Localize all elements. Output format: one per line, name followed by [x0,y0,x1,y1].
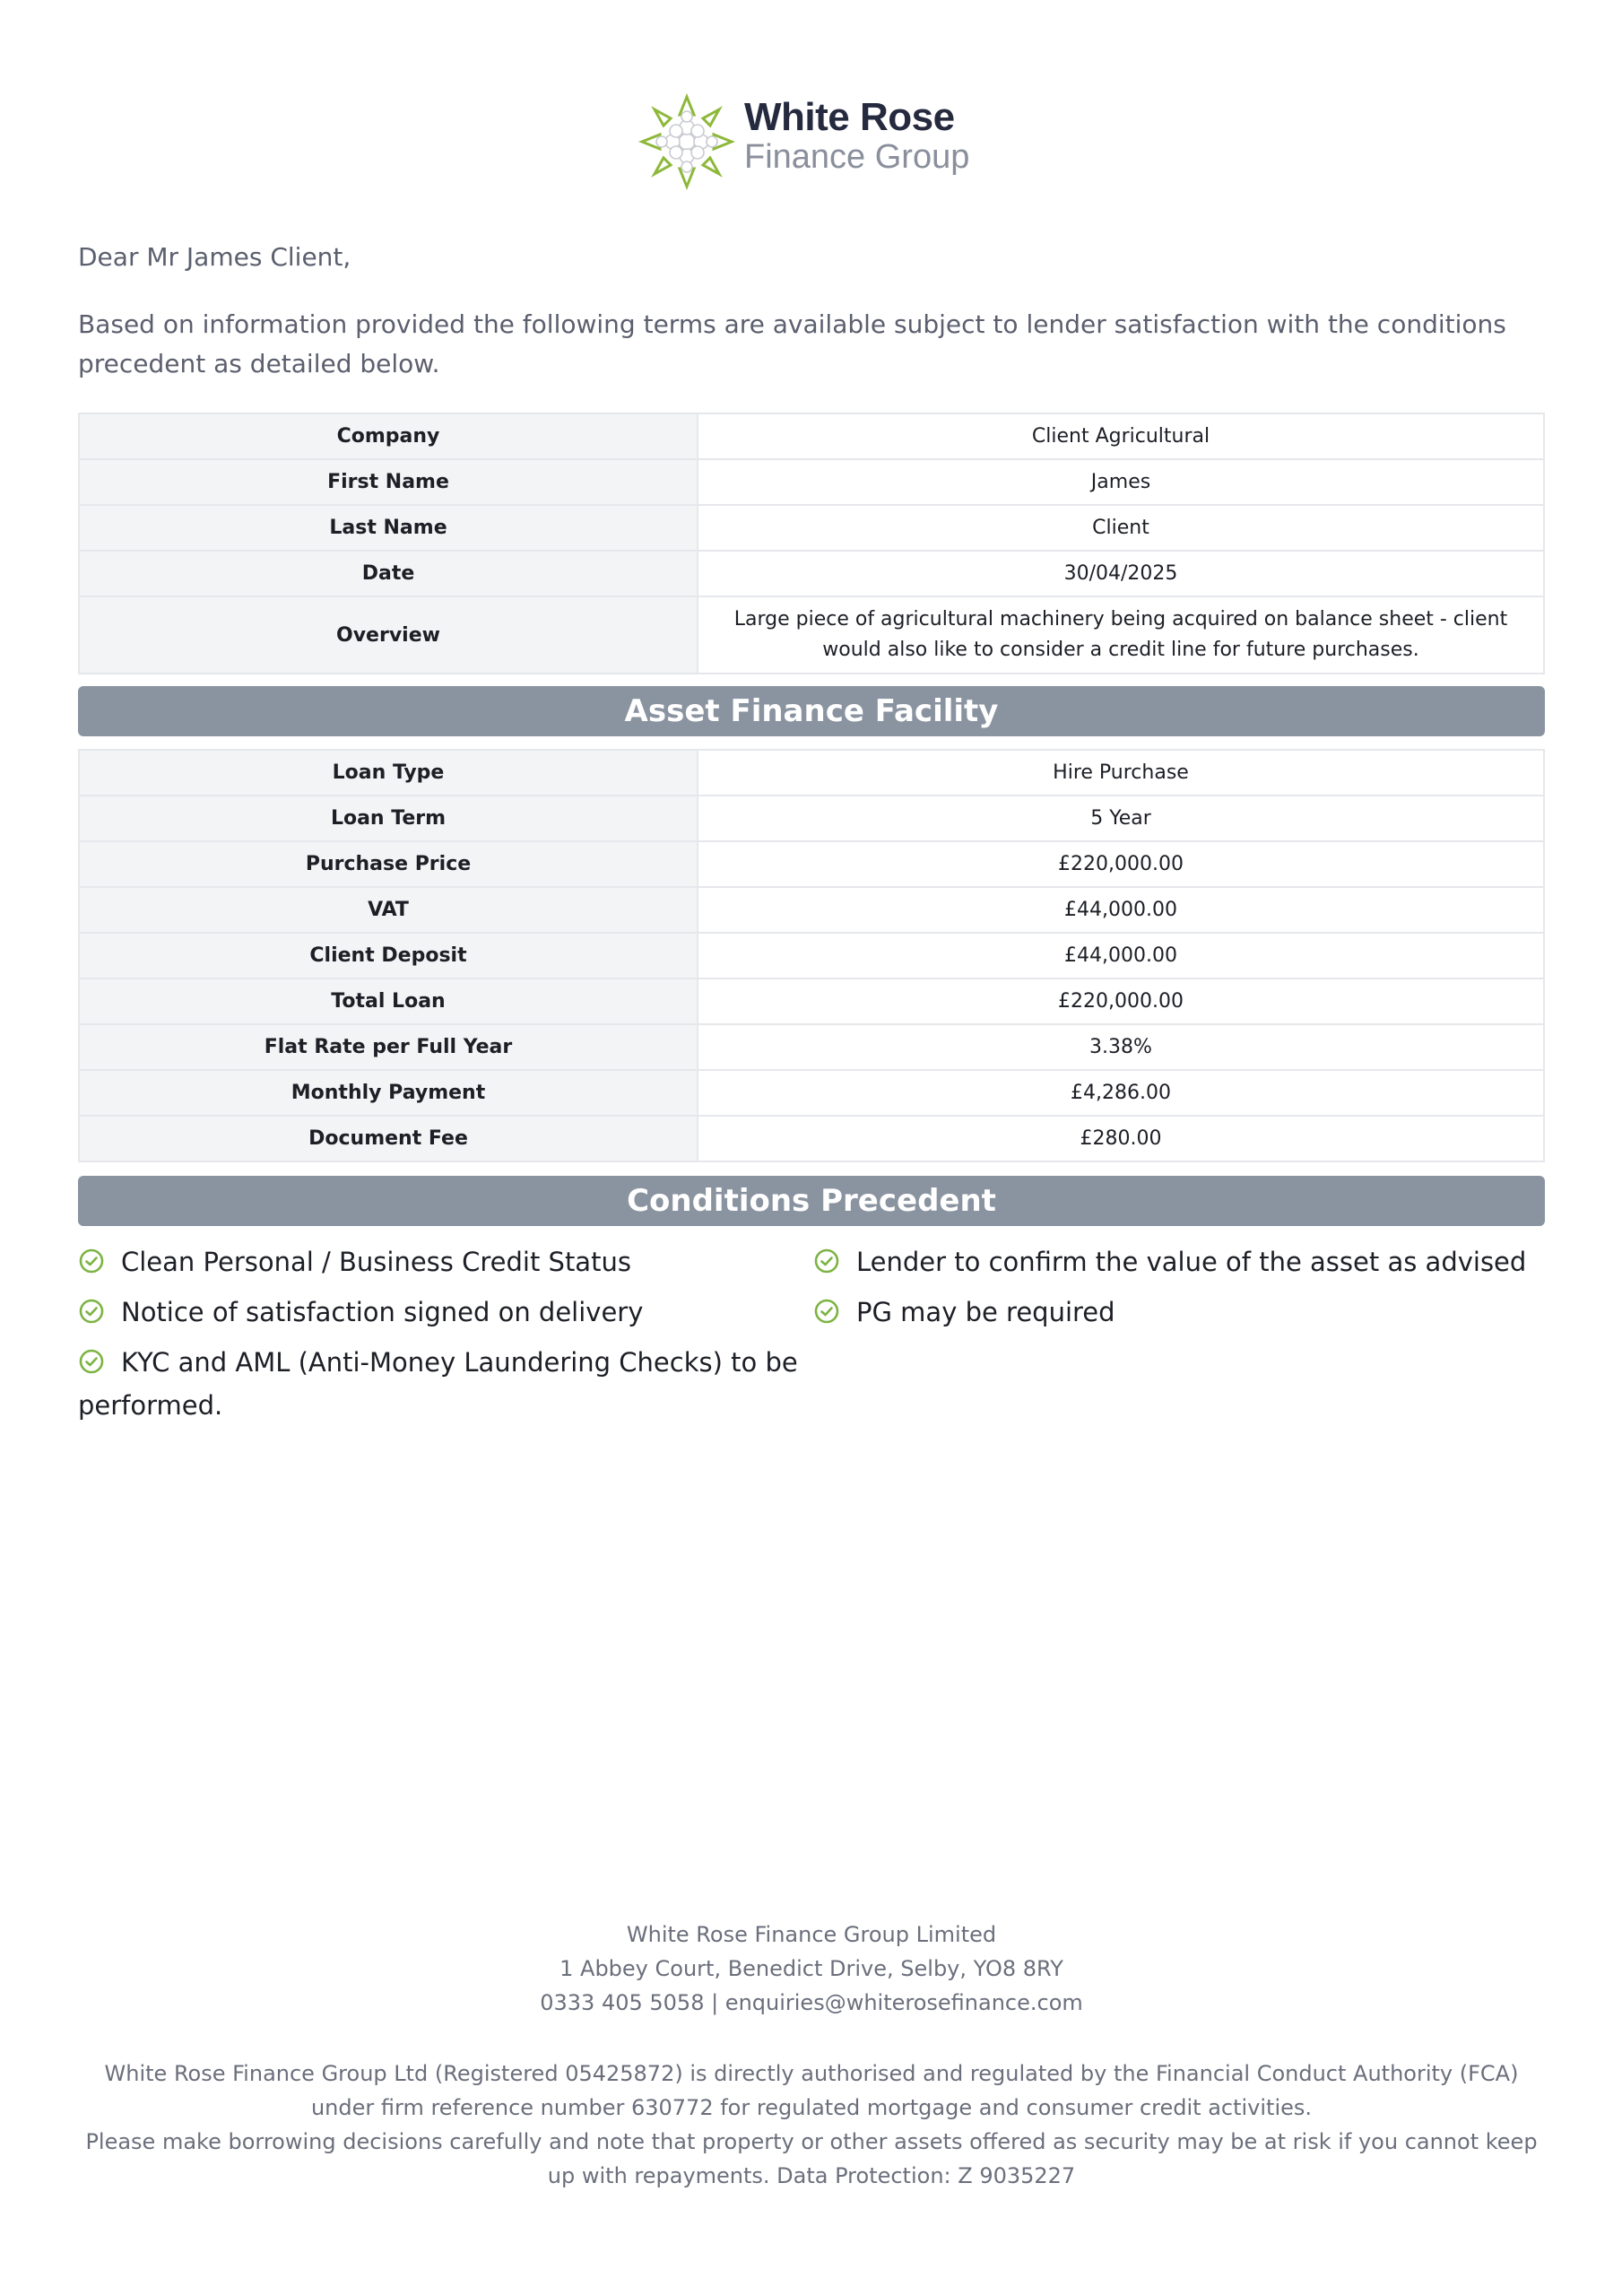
intro-paragraph: Based on information provided the following terms are available subject to lender satisfaction with the conditions precedent as detailed below. [78,309,1506,378]
row-value: £44,000.00 [698,887,1544,933]
check-circle-icon [78,1246,105,1285]
footer-address [78,1918,1545,2020]
row-value: Client [698,505,1544,551]
condition-item [813,1242,1526,1285]
row-label: Client Deposit [79,933,698,978]
row-label: Flat Rate per Full Year [79,1024,698,1070]
facility-table [78,749,1545,1162]
row-value: Large piece of agricultural machinery being acquired on balance sheet - client would also like to consider a credit line for future purchases. [698,596,1544,674]
row-label: Monthly Payment [79,1070,698,1116]
table-row [79,551,1544,596]
row-value: £220,000.00 [698,978,1544,1024]
condition-item [78,1242,631,1285]
footer-contact: 0333 405 5058 | enquiries@whiterosefinance.com [540,1990,1083,2015]
table-row [79,459,1544,505]
table-row [79,1070,1544,1116]
row-value: Hire Purchase [698,750,1544,796]
row-value: Client Agricultural [698,413,1544,459]
row-label: Total Loan [79,978,698,1024]
check-circle-icon [813,1296,840,1335]
table-row [79,933,1544,978]
row-value: £44,000.00 [698,933,1544,978]
rose-icon [638,93,735,190]
greeting: Dear Mr James Client, [78,242,351,272]
table-row [79,978,1544,1024]
row-value: 3.38% [698,1024,1544,1070]
row-value: £280.00 [698,1116,1544,1161]
table-row [79,796,1544,841]
footer-regulation: White Rose Finance Group Ltd (Registered 05425872) is directly authorised and regulated by the Financial Conduct Authority (FCA) under firm reference number 630772 for regulated mortgage and consumer credit activities. [104,2061,1519,2120]
logo-name: White Rose [744,95,955,139]
table-row [79,1116,1544,1161]
check-circle-icon [813,1246,840,1285]
row-value: £220,000.00 [698,841,1544,887]
row-value: James [698,459,1544,505]
row-label: Document Fee [79,1116,698,1161]
condition-text: PG may be required [856,1297,1115,1327]
footer-legal [78,2057,1545,2193]
row-label: Date [79,551,698,596]
table-row [79,750,1544,796]
row-label: First Name [79,459,698,505]
conditions-section-header: Conditions Precedent [78,1176,1545,1226]
company-logo [638,86,1015,194]
facility-section-header: Asset Finance Facility [78,686,1545,736]
row-label: Purchase Price [79,841,698,887]
condition-item [78,1292,643,1335]
condition-item [78,1343,813,1425]
table-row [79,596,1544,674]
footer-street: 1 Abbey Court, Benedict Drive, Selby, YO8 8RY [559,1956,1063,1981]
condition-text: Clean Personal / Business Credit Status [121,1247,631,1277]
table-row [79,413,1544,459]
footer-warning: Please make borrowing decisions carefully and note that property or other assets offered as security may be at risk if you cannot keep up with repayments. Data Protection: Z 9035227 [85,2129,1538,2188]
condition-text: KYC and AML (Anti-Money Laundering Checks) to be performed. [78,1347,798,1421]
row-label: VAT [79,887,698,933]
condition-item [813,1292,1115,1335]
row-value: 5 Year [698,796,1544,841]
row-label: Overview [79,596,698,674]
client-details-table [78,413,1545,674]
row-label: Company [79,413,698,459]
row-label: Loan Term [79,796,698,841]
condition-text: Lender to confirm the value of the asset as advised [856,1247,1527,1277]
check-circle-icon [78,1296,105,1335]
table-row [79,887,1544,933]
row-label: Last Name [79,505,698,551]
table-row [79,841,1544,887]
row-value: 30/04/2025 [698,551,1544,596]
table-row [79,1024,1544,1070]
condition-text: Notice of satisfaction signed on delivery [121,1297,644,1327]
table-row [79,505,1544,551]
check-circle-icon [78,1346,105,1386]
logo-subtitle: Finance Group [744,138,970,176]
footer-company: White Rose Finance Group Limited [626,1922,997,1947]
row-value: £4,286.00 [698,1070,1544,1116]
row-label: Loan Type [79,750,698,796]
